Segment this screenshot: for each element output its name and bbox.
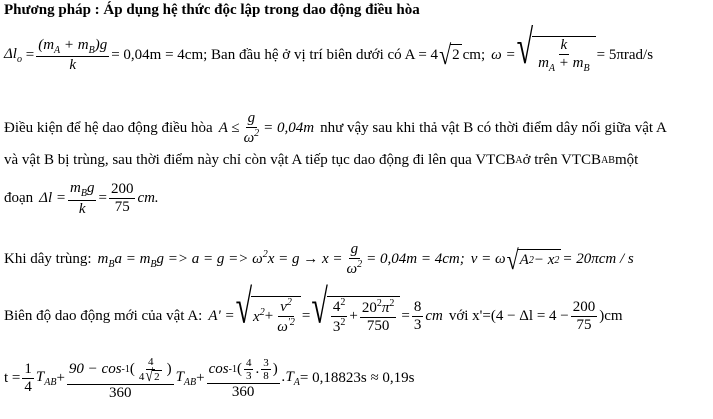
amplitude-sqrt: √ $x^2$ + $\frac{v^2}{\omega^{'2}}$ [236, 296, 301, 337]
velocity-sqrt: √ A 2 − x 2 [506, 243, 560, 275]
omega-sqrt: √ $\frac{k}{m_A + m_B}$ [517, 36, 596, 75]
sqrt-2: √ 2 [439, 39, 460, 71]
arccos-fraction-2: cos -1 ( $\frac{4}{3}$ . $\frac{3}{8}$ ) 360 [208, 356, 278, 400]
mass-fraction: $\frac{(m_A + m_B)g}{k}$ [38, 36, 108, 73]
line1-result: = 0,04m = 4cm; Ban đầu hệ ở vị trí biên dưới có A = 4 [111, 46, 439, 63]
equation-line-6: Biên độ dao động mới của vật A: A' = √ $x^2$ + $\frac{v^2}{\omega^{'2}}$ = √ $\frac{4^2}{3^2}$ + $\frac{20^2\pi^2}{750}$ = $\frac{8}{3}$ cm với x'=(4 − Δl = 4 − $\frac{200}{75}$ )cm [4, 280, 623, 336]
equation-line-2: Điều kiện để hệ dao động điều hòa A ≤ $\frac{g}{\omega^2}$ = 0,04m như vậy sau khi thả vật B có thời điểm dây nối giữa vật A [4, 110, 667, 147]
numeric-sqrt: √ $\frac{4^2}{3^2}$ + $\frac{20^2\pi^2}{750}$ [311, 296, 400, 337]
text-line-3: và vật B bị trùng, sau thời điểm này chỉ còn vật A tiếp tục dao động đi lên qua VTCB A ở trên VTCB AB một [4, 152, 639, 168]
omega-value: = 5πrad/s [596, 46, 654, 63]
method-heading [4, 2, 420, 19]
omega-eq: ω = [491, 46, 516, 63]
equation-line-4: đoạn Δl = $\frac{m_Bg}{k}$ = $\frac{200}{75}$ cm. [4, 180, 159, 217]
delta-l0: $\Delta l_o$ [4, 45, 22, 65]
heading-text: Phương pháp : Áp dụng hệ thức độc lập trong dao động điều hòa [4, 2, 420, 18]
arccos-fraction-1: 90 − cos -1 ( 4 4 √ 2 ) 360 [68, 356, 172, 401]
equation-line-5: Khi dây trùng: $m_Ba = m_Bg => a = g => \omega^2x = g \to x$ = $\frac{g}{\omega^2}$ = 0,04m = 4cm; v = ω √ A 2 − x 2 = 20πcm / s [4, 241, 634, 278]
equation-line-1: $\Delta l_o$ = $\frac{(m_A + m_B)g}{k}$ = 0,04m = 4cm; Ban đầu hệ ở vị trí biên dưới có A = 4 √ 2 cm; ω = √ $\frac{k}{m_A + m_B}$ = 5πrad/s [4, 21, 654, 75]
equation-line-7: t = $\frac{1}{4}$ $T_{AB}$ + 90 − cos -1 ( 4 4 √ 2 ) 360 $T_{AB}$ + cos -1 ( $\frac{4}{3}$ . $\frac{3}{8}$ ) 360 $.T_A$ = 0,18823s ≈ 0,19s [4, 356, 415, 401]
